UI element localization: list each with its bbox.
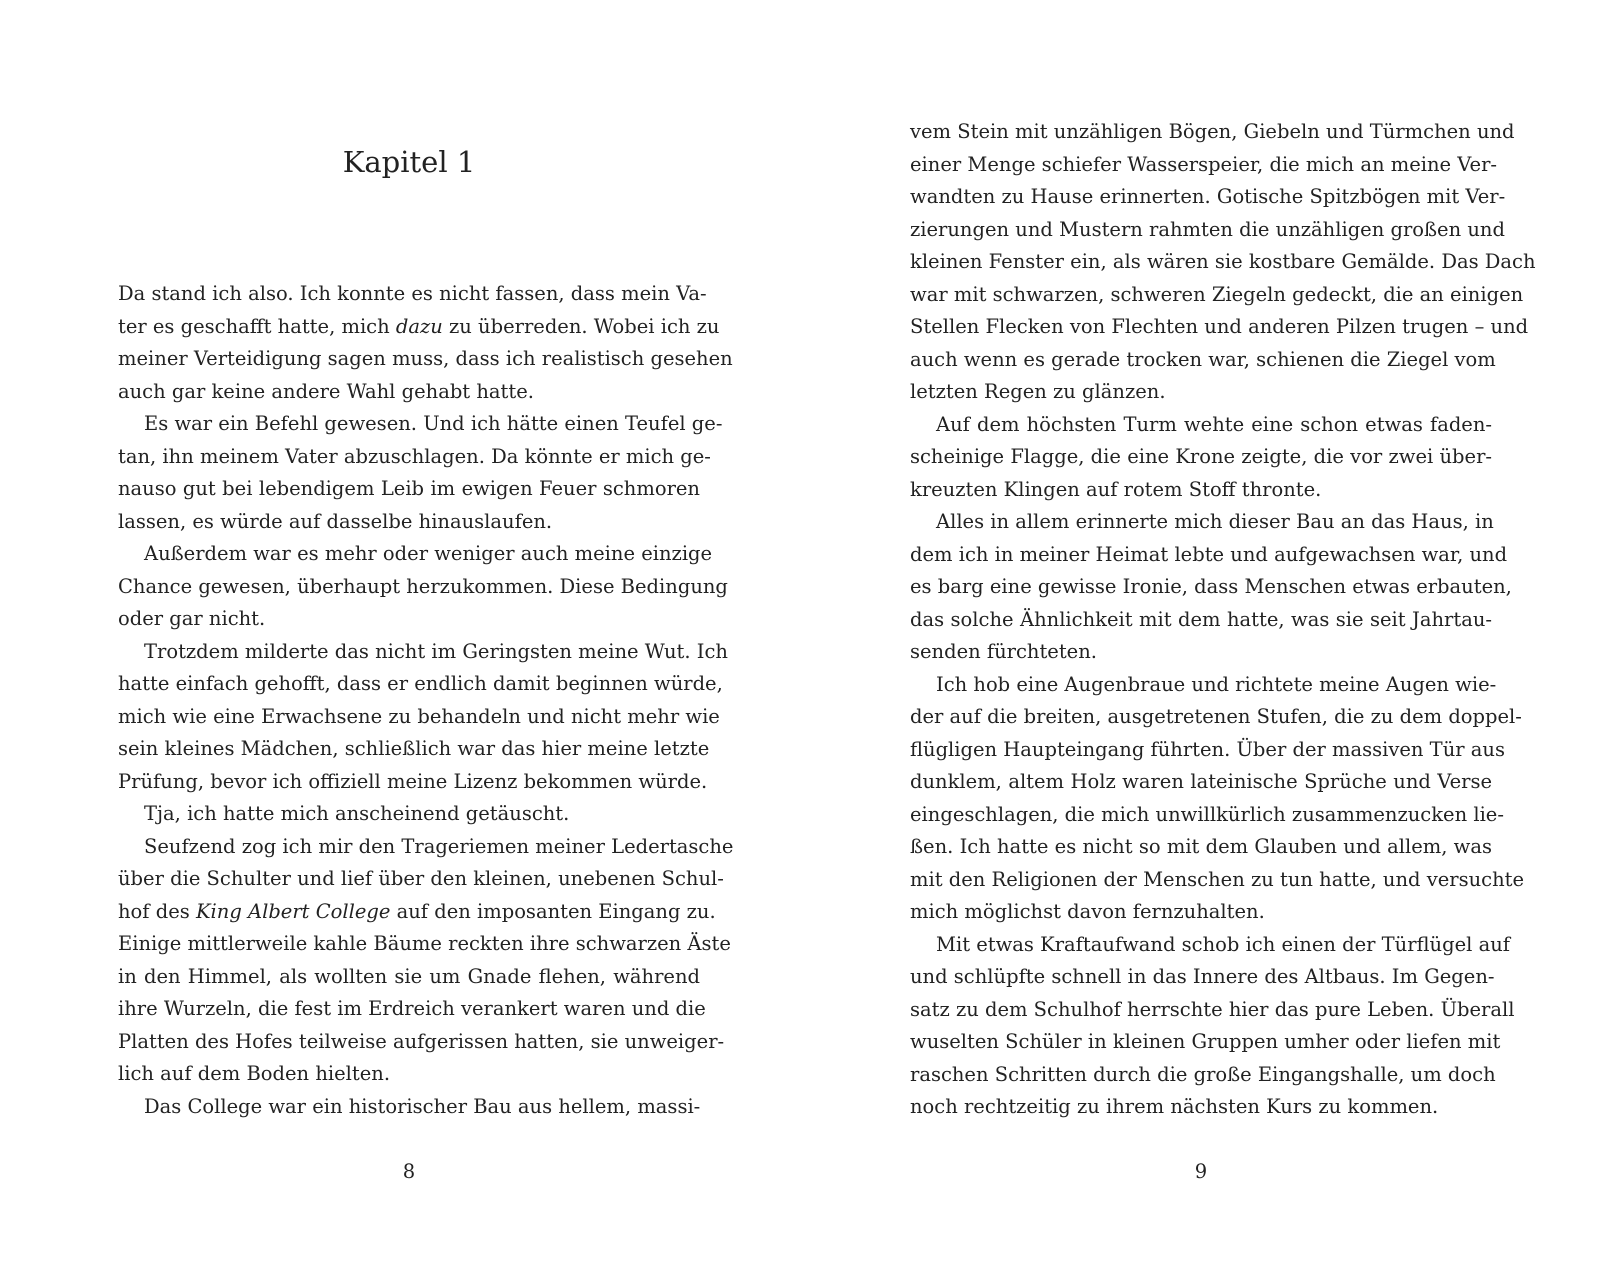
text-line: in den Himmel, als wollten sie um Gnade flehen, während xyxy=(118,964,700,988)
text-line: senden fürchteten. xyxy=(910,640,1097,663)
right-page-text xyxy=(910,116,1536,1124)
text-line: ihre Wurzeln, die fest im Erdreich verankert waren und die xyxy=(118,997,706,1020)
text-line: mich möglichst davon fernzuhalten. xyxy=(910,900,1265,923)
text-line: dunklem, altem Holz waren lateinische Sprüche und Verse xyxy=(910,770,1492,793)
text-fragment: zu überreden. Wobei ich zu xyxy=(442,314,720,338)
text-line: ßen. Ich hatte es nicht so mit dem Glauben und allem, was xyxy=(910,835,1492,858)
text-line: Stellen Flecken von Flechten und anderen Pilzen trugen – und xyxy=(910,315,1529,338)
text-line: raschen Schritten durch die große Eingangshalle, um doch xyxy=(910,1062,1496,1086)
text-line: lassen, es würde auf dasselbe hinauslaufen. xyxy=(118,509,553,533)
text-line: dem ich in meiner Heimat lebte und aufgewachsen war, und xyxy=(910,542,1508,566)
text-line: zierungen und Mustern rahmten die unzähligen großen und xyxy=(910,217,1505,241)
text-fragment: hof des xyxy=(118,899,196,923)
text-line: oder gar nicht. xyxy=(118,607,266,630)
text-line: Es war ein Befehl gewesen. Und ich hätte einen Teufel ge- xyxy=(144,412,723,435)
text-line: Einige mittlerweile kahle Bäume reckten ihre schwarzen Äste xyxy=(118,932,731,955)
text-line: noch rechtzeitig zu ihrem nächsten Kurs zu kommen. xyxy=(910,1095,1439,1118)
text-line: auch gar keine andere Wahl gehabt hatte. xyxy=(118,379,534,403)
text-line: Ich hob eine Augenbraue und richtete meine Augen wie- xyxy=(936,672,1497,696)
text-line: einer Menge schiefer Wasserspeier, die mich an meine Ver- xyxy=(910,152,1498,176)
text-line: kreuzten Klingen auf rotem Stoff thronte. xyxy=(910,477,1322,501)
right-page-number: 9 xyxy=(1194,1160,1208,1183)
text-line: kleinen Fenster ein, als wären sie kostbare Gemälde. Das Dach xyxy=(910,250,1536,273)
text-line: Außerdem war es mehr oder weniger auch meine einzige xyxy=(144,542,713,565)
text-line: eingeschlagen, die mich unwillkürlich zusammenzucken lie- xyxy=(910,802,1504,826)
text-line: das solche Ähnlichkeit mit dem hatte, was sie seit Jahrtau- xyxy=(910,607,1492,631)
text-line: und schlüpfte schnell in das Innere des Altbaus. Im Gegen- xyxy=(910,965,1495,988)
text-line: mich wie eine Erwachsene zu behandeln und nicht mehr wie xyxy=(118,704,720,728)
text-line: satz zu dem Schulhof herrschte hier das pure Leben. Überall xyxy=(910,997,1515,1021)
text-line xyxy=(118,311,720,344)
left-page xyxy=(118,0,734,1274)
left-page-text xyxy=(118,278,734,1123)
text-line: Seufzend zog ich mir den Trageriemen meiner Ledertasche xyxy=(144,834,734,858)
text-line: letzten Regen zu glänzen. xyxy=(910,380,1166,403)
text-line: Alles in allem erinnerte mich dieser Bau an das Haus, in xyxy=(936,510,1494,533)
text-line: auch wenn es gerade trocken war, schienen die Ziegel vom xyxy=(910,347,1496,371)
text-fragment: auf den imposanten Eingang zu. xyxy=(390,899,716,923)
text-line: Platten des Hofes teilweise aufgerissen hatten, sie unweiger- xyxy=(118,1029,725,1053)
italic-text: King Albert College xyxy=(195,899,391,923)
text-line: Chance gewesen, überhaupt herzukommen. Diese Bedingung xyxy=(118,574,728,598)
text-line: Das College war ein historischer Bau aus hellem, massi- xyxy=(144,1094,701,1118)
text-line: der auf die breiten, ausgetretenen Stufen, die zu dem doppel- xyxy=(910,705,1522,728)
text-line: Trotzdem milderte das nicht im Geringsten meine Wut. Ich xyxy=(144,639,728,663)
text-line: war mit schwarzen, schweren Ziegeln gedeckt, die an einigen xyxy=(910,282,1524,306)
text-line: flügligen Haupteingang führten. Über der massiven Tür aus xyxy=(910,737,1505,761)
text-line: Prüfung, bevor ich offiziell meine Lizenz bekommen würde. xyxy=(118,769,708,793)
text-line: nauso gut bei lebendigem Leib im ewigen Feuer schmoren xyxy=(118,477,700,500)
text-fragment: ter es geschafft hatte, mich xyxy=(118,314,396,338)
text-line: wandten zu Hause erinnerten. Gotische Spitzbögen mit Ver- xyxy=(910,185,1506,208)
text-line: Tja, ich hatte mich anscheinend getäuscht. xyxy=(144,802,570,825)
text-line: Auf dem höchsten Turm wehte eine schon etwas faden- xyxy=(936,412,1492,436)
text-line: wuselten Schüler in kleinen Gruppen umher oder liefen mit xyxy=(910,1030,1501,1053)
text-line: über die Schulter und lief über den kleinen, unebenen Schul- xyxy=(118,867,724,890)
text-line: mit den Religionen der Menschen zu tun hatte, und versuchte xyxy=(910,867,1525,891)
left-page-number: 8 xyxy=(402,1160,416,1183)
text-line: meiner Verteidigung sagen muss, dass ich realistisch gesehen xyxy=(118,347,733,370)
text-line: sein kleines Mädchen, schließlich war das hier meine letzte xyxy=(118,737,710,760)
text-line: lich auf dem Boden hielten. xyxy=(118,1062,391,1085)
text-line: hatte einfach gehofft, dass er endlich damit beginnen würde, xyxy=(118,672,723,695)
text-line: es barg eine gewisse Ironie, dass Menschen etwas erbauten, xyxy=(910,575,1512,598)
italic-text: dazu xyxy=(395,314,443,338)
text-line: vem Stein mit unzähligen Bögen, Giebeln und Türmchen und xyxy=(910,120,1515,143)
chapter-title: Kapitel 1 xyxy=(342,145,476,179)
text-line: scheinige Flagge, die eine Krone zeigte, die vor zwei über- xyxy=(910,445,1492,468)
text-line: Da stand ich also. Ich konnte es nicht fassen, dass mein Va- xyxy=(118,282,707,305)
right-page xyxy=(910,0,1536,1274)
text-line: Mit etwas Kraftaufwand schob ich einen der Türflügel auf xyxy=(936,932,1510,956)
text-line xyxy=(118,896,716,929)
text-line: tan, ihn meinem Vater abzuschlagen. Da könnte er mich ge- xyxy=(118,444,711,468)
